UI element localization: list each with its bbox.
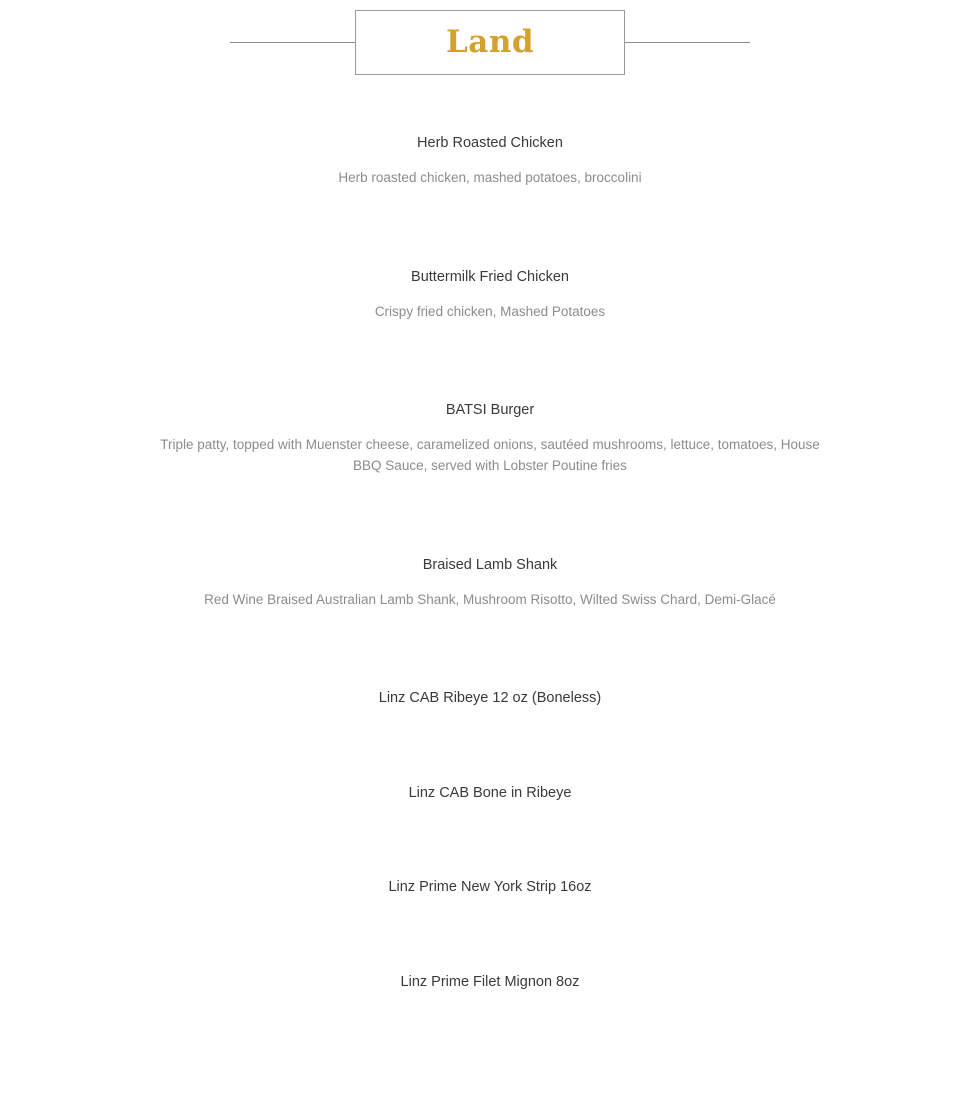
item-name: Linz CAB Ribeye 12 oz (Boneless) xyxy=(378,690,602,706)
menu-item xyxy=(0,267,965,322)
item-name: Linz CAB Bone in Ribeye xyxy=(408,785,572,801)
menu-item xyxy=(0,688,965,708)
section-header xyxy=(0,10,965,75)
section-title: Land xyxy=(445,23,535,60)
item-description: Herb roasted chicken, mashed potatoes, broccolini xyxy=(338,170,642,185)
item-name: Linz Prime Filet Mignon 8oz xyxy=(400,974,580,990)
header-rule-right xyxy=(625,42,750,43)
menu-item xyxy=(0,972,965,992)
item-description: Red Wine Braised Australian Lamb Shank, Mushroom Risotto, Wilted Swiss Chard, Demi-Glacé xyxy=(204,592,776,607)
menu-item xyxy=(0,783,965,803)
menu-item xyxy=(0,877,965,897)
item-name: Herb Roasted Chicken xyxy=(417,135,563,151)
section-title-box xyxy=(355,10,625,75)
menu-item xyxy=(0,555,965,610)
item-description: Crispy fried chicken, Mashed Potatoes xyxy=(374,304,606,319)
menu-item xyxy=(0,133,965,188)
item-description: Triple patty, topped with Muenster cheese, caramelized onions, sautéed mushrooms, lettuce, tomatoes, House BBQ Sauce, served with Lobster Poutine fries xyxy=(160,437,820,473)
item-name: Braised Lamb Shank xyxy=(422,557,558,573)
item-name: Linz Prime New York Strip 16oz xyxy=(388,879,592,895)
item-name: BATSI Burger xyxy=(445,402,535,418)
menu-item xyxy=(0,400,965,476)
header-rule-left xyxy=(230,42,355,43)
item-name: Buttermilk Fried Chicken xyxy=(411,269,569,285)
